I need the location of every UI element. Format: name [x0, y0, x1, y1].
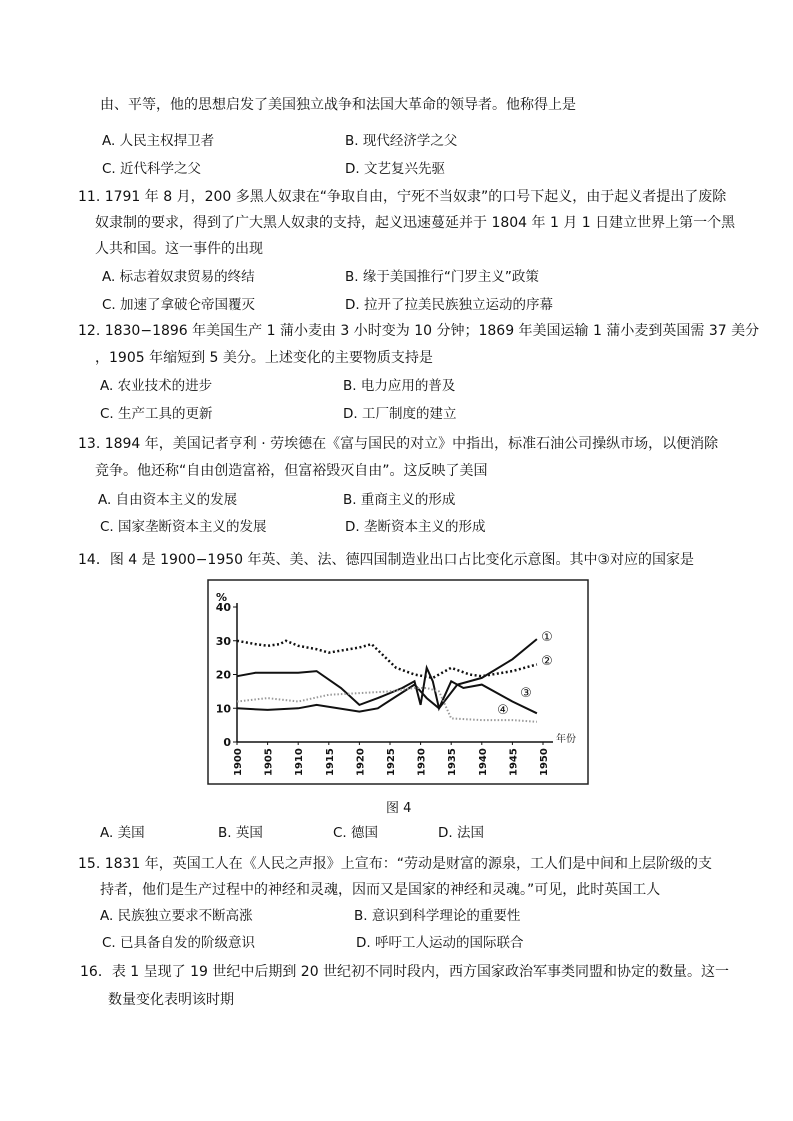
x-tick-label: 1920: [355, 748, 367, 776]
y-axis-label: %: [216, 591, 228, 604]
q12-option-b: B. 电力应用的普及: [343, 378, 456, 394]
q13-option-b: B. 重商主义的形成: [343, 492, 456, 508]
q14-stem: 14．图 4 是 1900−1950 年英、美、法、德四国制造业出口占比变化示意图。其中③对应的国家是: [78, 552, 695, 568]
q11-stem-line-3: 人共和国。这一事件的出现: [95, 241, 263, 257]
series-label-3: ③: [520, 686, 532, 701]
series-line-4: [237, 688, 537, 722]
q10-option-a: A. 人民主权捍卫者: [102, 133, 215, 149]
q13-option-d: D. 垄断资本主义的形成: [345, 519, 486, 535]
y-tick-label: 30: [215, 634, 231, 648]
x-tick-label: 1945: [508, 748, 520, 776]
q11-stem-line-1: 11. 1791 年 8 月，200 多黑人奴隶在“争取自由，宁死不当奴隶”的口号下起义，由于起义者提出了废除: [78, 189, 727, 205]
q13-stem-line-2: 竞争。他还称“自由创造富裕，但富裕毁灭自由”。这反映了美国: [95, 463, 488, 479]
q11-option-a: A. 标志着奴隶贸易的终结: [102, 269, 255, 285]
x-axis-label: 年份: [556, 734, 576, 745]
q12-option-d: D. 工厂制度的建立: [343, 406, 457, 422]
x-tick-label: 1905: [263, 748, 275, 776]
q14-option-b: B. 英国: [218, 825, 263, 841]
q11-option-d: D. 拉开了拉美民族独立运动的序幕: [345, 297, 553, 313]
x-tick-label: 1940: [477, 748, 489, 776]
x-tick-label: 1935: [447, 748, 459, 776]
x-tick-label: 1930: [416, 748, 428, 776]
q13-stem-line-1: 13. 1894 年，美国记者亨利 · 劳埃德在《富与国民的对立》中指出，标准石油公司操纵市场，以便消除: [78, 436, 719, 452]
q13-option-a: A. 自由资本主义的发展: [98, 492, 238, 508]
q10-stem-continuation: 由、平等，他的思想启发了美国独立战争和法国大革命的领导者。他称得上是: [100, 97, 576, 113]
q15-option-d: D. 呼吁工人运动的国际联合: [356, 935, 524, 951]
y-tick-label: 20: [215, 668, 231, 682]
x-tick-label: 1910: [294, 748, 306, 776]
x-tick-label: 1900: [233, 748, 244, 776]
series-line-1: [237, 639, 537, 712]
q15-option-a: A. 民族独立要求不断高涨: [100, 908, 253, 924]
series-line-3: [237, 668, 537, 714]
x-tick-label: 1915: [324, 748, 336, 776]
q16-stem-line-1: 16．表 1 呈现了 19 世纪中后期到 20 世纪初不同时段内，西方国家政治军事类同盟和协定的数量。这一: [80, 964, 730, 980]
q14-option-c: C. 德国: [333, 825, 379, 841]
q14-option-a: A. 美国: [100, 825, 145, 841]
q13-option-c: C. 国家垄断资本主义的发展: [100, 519, 267, 535]
q10-option-b: B. 现代经济学之父: [345, 133, 458, 149]
q11-stem-line-2: 奴隶制的要求，得到了广大黑人奴隶的支持，起义迅速蔓延并于 1804 年 1 月 1 日建立世界上第一个黑: [95, 215, 736, 231]
q15-option-b: B. 意识到科学理论的重要性: [354, 908, 521, 924]
q14-option-d: D. 法国: [438, 825, 484, 841]
y-tick-label: 40: [215, 601, 231, 614]
series-label-1: ①: [541, 630, 553, 645]
q12-stem-line-1: 12. 1830−1896 年美国生产 1 蒲小麦由 3 小时变为 10 分钟；1869 年美国运输 1 蒲小麦到英国需 37 美分: [78, 323, 760, 339]
q12-option-a: A. 农业技术的进步: [100, 378, 213, 394]
q11-option-c: C. 加速了拿破仑帝国覆灭: [102, 297, 256, 313]
q15-stem-line-2: 持者，他们是生产过程中的神经和灵魂，因而又是国家的神经和灵魂。”可见，此时英国工人: [100, 882, 661, 898]
q10-option-d: D. 文艺复兴先驱: [345, 161, 445, 177]
x-tick-label: 1925: [386, 748, 397, 776]
series-label-4: ④: [497, 703, 509, 718]
q10-option-c: C. 近代科学之父: [102, 161, 202, 177]
series-label-2: ②: [541, 654, 553, 669]
q12-stem-line-2: ，1905 年缩短到 5 美分。上述变化的主要物质支持是: [95, 350, 433, 366]
q16-stem-line-2: 数量变化表明该时期: [108, 992, 234, 1008]
q15-stem-line-1: 15. 1831 年，英国工人在《人民之声报》上宣布：“劳动是财富的源泉，工人们是中间和上层阶级的支: [78, 856, 713, 872]
q12-option-c: C. 生产工具的更新: [100, 406, 213, 422]
y-tick-label: 0: [223, 736, 231, 749]
q11-option-b: B. 缘于美国推行“门罗主义”政策: [345, 269, 539, 285]
x-tick-label: 1950: [539, 748, 550, 776]
figure-caption: 图 4: [386, 801, 412, 816]
y-tick-label: 10: [215, 702, 231, 716]
q15-option-c: C. 已具备自发的阶级意识: [102, 935, 256, 951]
